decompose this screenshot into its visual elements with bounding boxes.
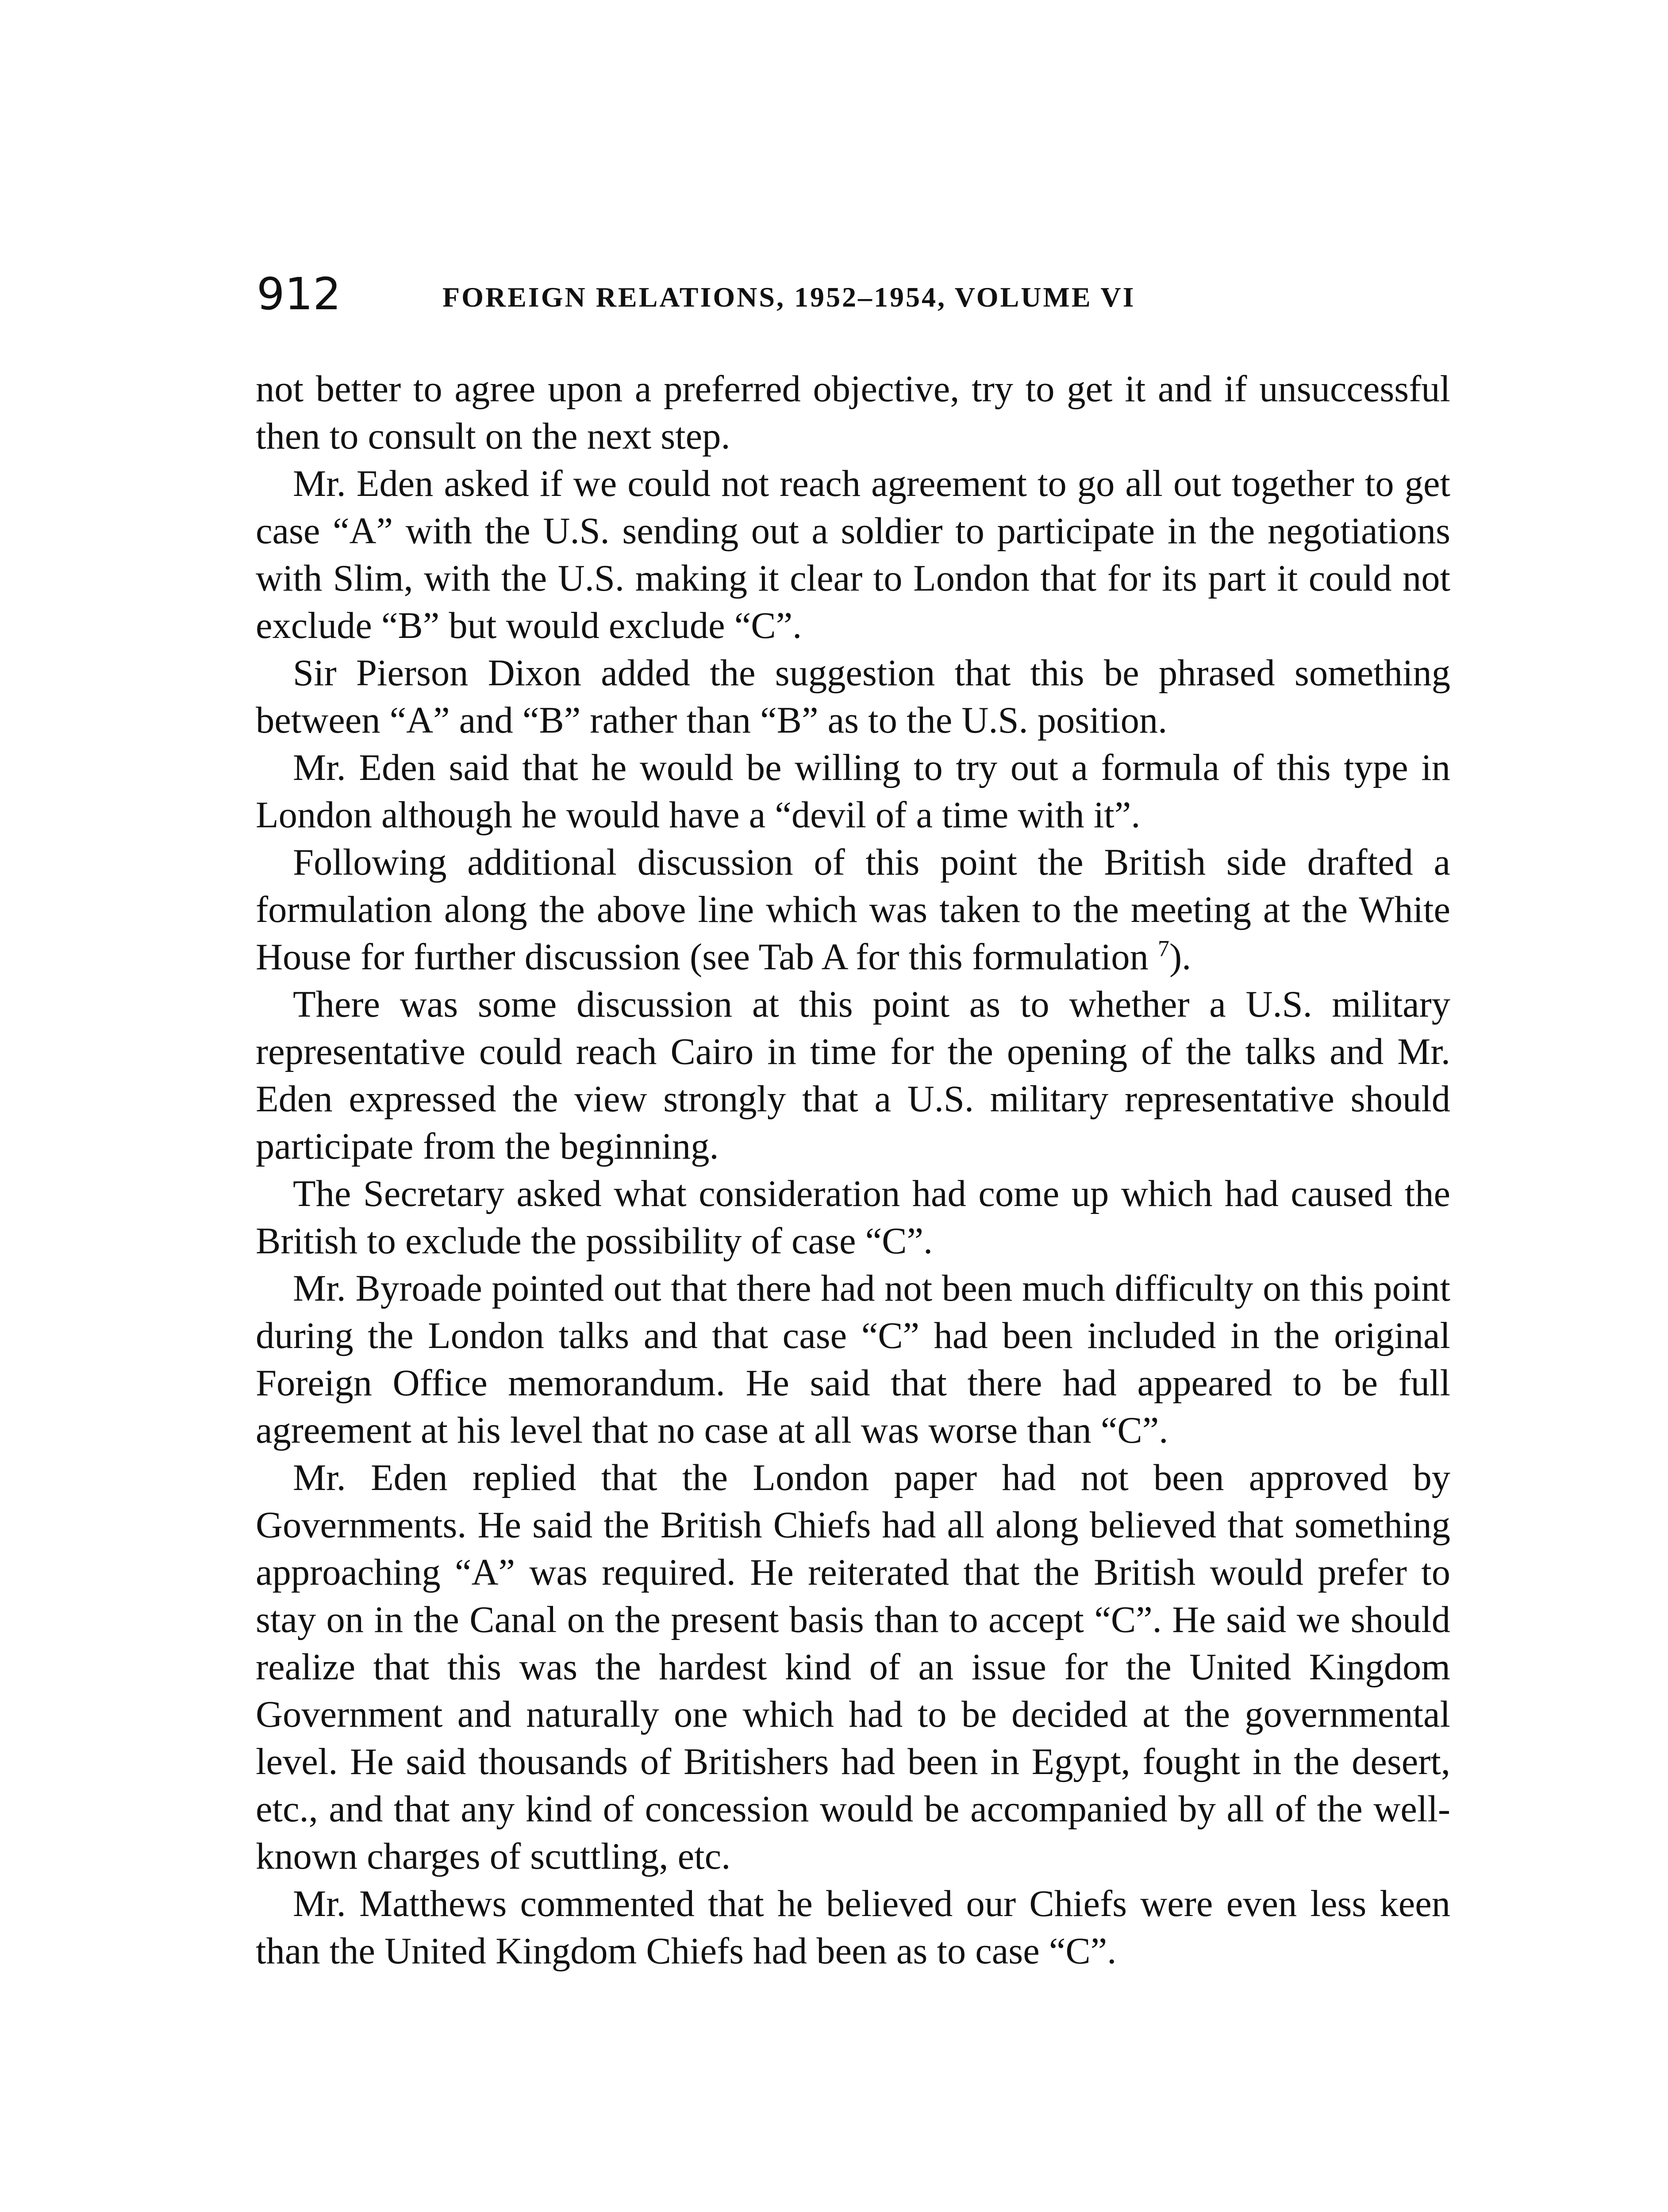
page-header <box>257 265 1451 323</box>
paragraph-text-end: ). <box>1169 937 1191 978</box>
running-head: FOREIGN RELATIONS, 1952–1954, VOLUME VI <box>442 281 1136 313</box>
paragraph: Mr. Matthews commented that he believed our Chiefs were even less keen than the United Kingdom Chiefs had been as to case “C”. <box>256 1883 1450 1972</box>
body-text <box>256 365 1450 1975</box>
paragraph <box>256 839 1450 981</box>
paragraph-continuation: not better to agree upon a preferred objective, try to get it and if unsuccessful then to consult on the next step. <box>256 369 1450 457</box>
paragraph: The Secretary asked what consideration had come up which had caused the British to exclude the possibility of case “C”. <box>256 1173 1450 1262</box>
paragraph: Mr. Eden said that he would be willing to try out a formula of this type in London although he would have a “devil of a time with it”. <box>256 747 1450 836</box>
paragraph: There was some discussion at this point as to whether a U.S. military representative could reach Cairo in time for the opening of the talks and Mr. Eden expressed the view strongly that a U.S. military representative should participate from the beginning. <box>256 984 1450 1167</box>
paragraph-text: Following additional discussion of this point the British side drafted a formulation along the above line which was taken to the meeting at the White House for further discussion (see Tab A for this formulation <box>256 842 1450 978</box>
paragraph: Mr. Byroade pointed out that there had not been much difficulty on this point during the London talks and that case “C” had been included in the original Foreign Office memorandum. He said that there had appeared to be full agreement at his level that no case at all was worse than “C”. <box>256 1268 1450 1451</box>
paragraph: Sir Pierson Dixon added the suggestion that this be phrased something between “A” and “B” rather than “B” as to the U.S. position. <box>256 653 1450 741</box>
footnote-reference: 7 <box>1157 936 1169 961</box>
paragraph: Mr. Eden asked if we could not reach agreement to go all out together to get case “A” with the U.S. sending out a soldier to participate in the negotiations with Slim, with the U.S. making it clear to London that for its part it could not exclude “B” but would exclude “C”. <box>256 463 1450 646</box>
paragraph: Mr. Eden replied that the London paper had not been approved by Governments. He said the British Chiefs had all along believed that something approaching “A” was required. He reiterated that the British would prefer to stay on in the Canal on the present basis than to accept “C”. He said we should realize that this was the hardest kind of an issue for the United Kingdom Government and naturally one which had to be decided at the governmental level. He said thousands of Britishers had been in Egypt, fought in the desert, etc., and that any kind of concession would be accompanied by all of the well-known charges of scuttling, etc. <box>256 1457 1450 1877</box>
page-number: 912 <box>257 268 341 320</box>
